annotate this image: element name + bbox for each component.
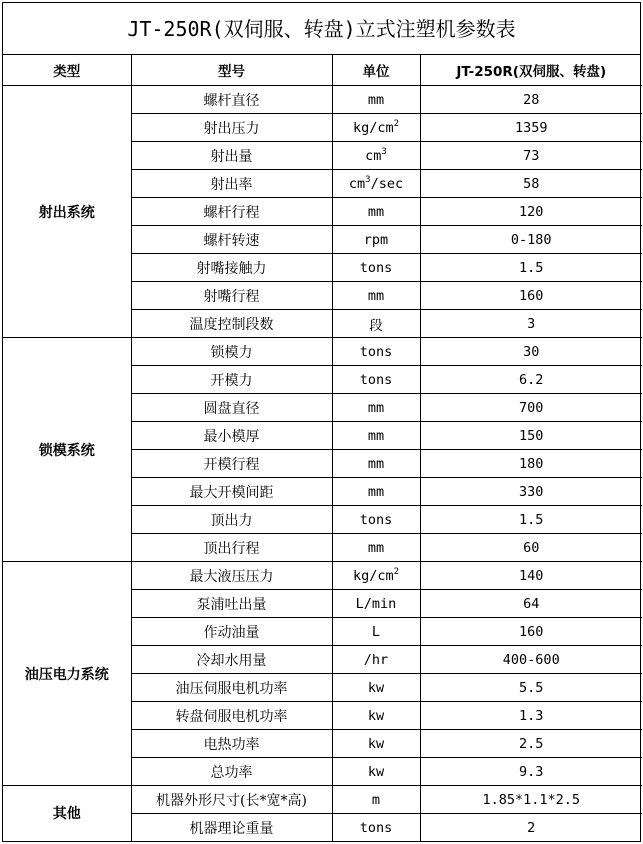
unit-exponent: 2 xyxy=(393,566,400,577)
value-cell: 3 xyxy=(420,310,642,338)
unit-cell xyxy=(332,646,420,674)
value-cell: 0-180 xyxy=(420,226,642,254)
unit-base: tons xyxy=(359,819,393,836)
value-cell: 30 xyxy=(420,338,642,366)
unit-base: kg/cm xyxy=(352,567,394,584)
unit-exponent: 3 xyxy=(381,146,387,157)
unit-cell xyxy=(332,674,420,702)
parameter-cell: 最大液压压力 xyxy=(131,562,332,590)
parameter-cell: 顶出行程 xyxy=(131,534,332,562)
unit-base: mm xyxy=(367,483,385,500)
header-unit: 单位 xyxy=(332,55,420,86)
parameter-cell: 机器外形尺寸(长*宽*高) xyxy=(131,786,332,814)
unit-cell xyxy=(332,478,420,506)
value-cell: 1.85*1.1*2.5 xyxy=(420,786,642,814)
parameter-cell: 转盘伺服电机功率 xyxy=(131,702,332,730)
unit-cell xyxy=(332,562,420,590)
unit-exponent: 2 xyxy=(393,118,400,129)
unit-base: mm xyxy=(367,455,385,472)
unit-cell xyxy=(332,506,420,534)
unit-cell xyxy=(332,758,420,786)
category-cell: 射出系统 xyxy=(3,86,131,338)
value-cell: 330 xyxy=(420,478,642,506)
page-title: JT-250R(双伺服、转盘)立式注塑机参数表 xyxy=(3,3,640,55)
value-cell: 60 xyxy=(420,534,642,562)
parameter-cell: 最大开模间距 xyxy=(131,478,332,506)
value-cell: 120 xyxy=(420,198,642,226)
value-cell: 9.3 xyxy=(420,758,642,786)
parameter-cell: 螺杆行程 xyxy=(131,198,332,226)
unit-base: mm xyxy=(367,287,385,304)
unit-cell xyxy=(332,338,420,366)
header-row xyxy=(3,55,642,86)
unit-base: cm xyxy=(365,147,382,164)
header-model: 型号 xyxy=(131,55,332,86)
unit-base: mm xyxy=(367,539,385,556)
parameter-cell: 冷却水用量 xyxy=(131,646,332,674)
unit-cell xyxy=(332,198,420,226)
parameter-cell: 机器理论重量 xyxy=(131,814,332,842)
unit-base: tons xyxy=(359,511,393,528)
unit-cell xyxy=(332,450,420,478)
parameter-cell: 射嘴接触力 xyxy=(131,254,332,282)
unit-base: kg/cm xyxy=(352,119,394,136)
table-row xyxy=(3,86,642,114)
spec-table-body xyxy=(3,86,642,842)
parameter-cell: 总功率 xyxy=(131,758,332,786)
parameter-cell: 开模力 xyxy=(131,366,332,394)
value-cell: 5.5 xyxy=(420,674,642,702)
unit-cell xyxy=(332,226,420,254)
value-cell: 73 xyxy=(420,142,642,170)
parameter-cell: 锁模力 xyxy=(131,338,332,366)
unit-base: L xyxy=(371,623,381,640)
category-cell: 锁模系统 xyxy=(3,338,131,562)
category-cell: 其他 xyxy=(3,786,131,842)
unit-base: 段 xyxy=(369,317,383,334)
header-category: 类型 xyxy=(3,55,131,86)
value-cell: 160 xyxy=(420,618,642,646)
parameter-cell: 圆盘直径 xyxy=(131,394,332,422)
value-cell: 2.5 xyxy=(420,730,642,758)
unit-cell xyxy=(332,814,420,842)
unit-cell xyxy=(332,142,420,170)
unit-base: /hr xyxy=(363,651,389,668)
parameter-cell: 螺杆转速 xyxy=(131,226,332,254)
table-row xyxy=(3,562,642,590)
unit-cell xyxy=(332,534,420,562)
parameter-cell: 最小模厚 xyxy=(131,422,332,450)
unit-base: mm xyxy=(367,203,385,220)
unit-cell xyxy=(332,786,420,814)
value-cell: 1.3 xyxy=(420,702,642,730)
unit-base: kw xyxy=(367,735,385,752)
value-cell: 1.5 xyxy=(420,506,642,534)
value-cell: 6.2 xyxy=(420,366,642,394)
parameter-cell: 顶出力 xyxy=(131,506,332,534)
value-cell: 2 xyxy=(420,814,642,842)
value-cell: 1359 xyxy=(420,114,642,142)
parameter-cell: 射嘴行程 xyxy=(131,282,332,310)
parameter-cell: 电热功率 xyxy=(131,730,332,758)
unit-base: mm xyxy=(367,91,385,108)
unit-cell xyxy=(332,618,420,646)
table-row xyxy=(3,338,642,366)
unit-base: tons xyxy=(359,371,393,388)
unit-cell xyxy=(332,170,420,198)
unit-base: kw xyxy=(367,763,385,780)
unit-base: kw xyxy=(367,707,385,724)
parameter-cell: 射出量 xyxy=(131,142,332,170)
unit-cell xyxy=(332,366,420,394)
spec-table xyxy=(3,55,642,842)
parameter-cell: 螺杆直径 xyxy=(131,86,332,114)
unit-base: kw xyxy=(367,679,385,696)
table-row xyxy=(3,786,642,814)
value-cell: 400-600 xyxy=(420,646,642,674)
unit-exponent: 3 xyxy=(365,174,371,185)
value-cell: 64 xyxy=(420,590,642,618)
unit-cell xyxy=(332,422,420,450)
parameter-cell: 泵浦吐出量 xyxy=(131,590,332,618)
unit-suffix: /sec xyxy=(370,175,404,192)
value-cell: 150 xyxy=(420,422,642,450)
value-cell: 58 xyxy=(420,170,642,198)
spec-sheet xyxy=(2,2,641,842)
unit-cell xyxy=(332,394,420,422)
value-cell: 1.5 xyxy=(420,254,642,282)
unit-cell xyxy=(332,282,420,310)
parameter-cell: 射出率 xyxy=(131,170,332,198)
parameter-cell: 温度控制段数 xyxy=(131,310,332,338)
unit-base: L/min xyxy=(355,595,397,612)
unit-base: tons xyxy=(359,343,393,360)
unit-cell xyxy=(332,86,420,114)
unit-base: m xyxy=(371,791,381,808)
unit-base: cm xyxy=(348,175,366,192)
parameter-cell: 射出压力 xyxy=(131,114,332,142)
value-cell: 160 xyxy=(420,282,642,310)
value-cell: 180 xyxy=(420,450,642,478)
value-cell: 28 xyxy=(420,86,642,114)
unit-base: tons xyxy=(359,259,393,276)
value-cell: 700 xyxy=(420,394,642,422)
unit-base: rpm xyxy=(363,231,389,248)
unit-cell xyxy=(332,114,420,142)
unit-cell xyxy=(332,254,420,282)
unit-cell xyxy=(332,702,420,730)
parameter-cell: 油压伺服电机功率 xyxy=(131,674,332,702)
unit-cell xyxy=(332,730,420,758)
header-value: JT-250R(双伺服、转盘) xyxy=(420,55,642,86)
parameter-cell: 作动油量 xyxy=(131,618,332,646)
parameter-cell: 开模行程 xyxy=(131,450,332,478)
category-cell: 油压电力系统 xyxy=(3,562,131,786)
value-cell: 140 xyxy=(420,562,642,590)
unit-cell xyxy=(332,590,420,618)
unit-base: mm xyxy=(367,427,385,444)
unit-cell xyxy=(332,310,420,338)
unit-base: mm xyxy=(367,399,385,416)
